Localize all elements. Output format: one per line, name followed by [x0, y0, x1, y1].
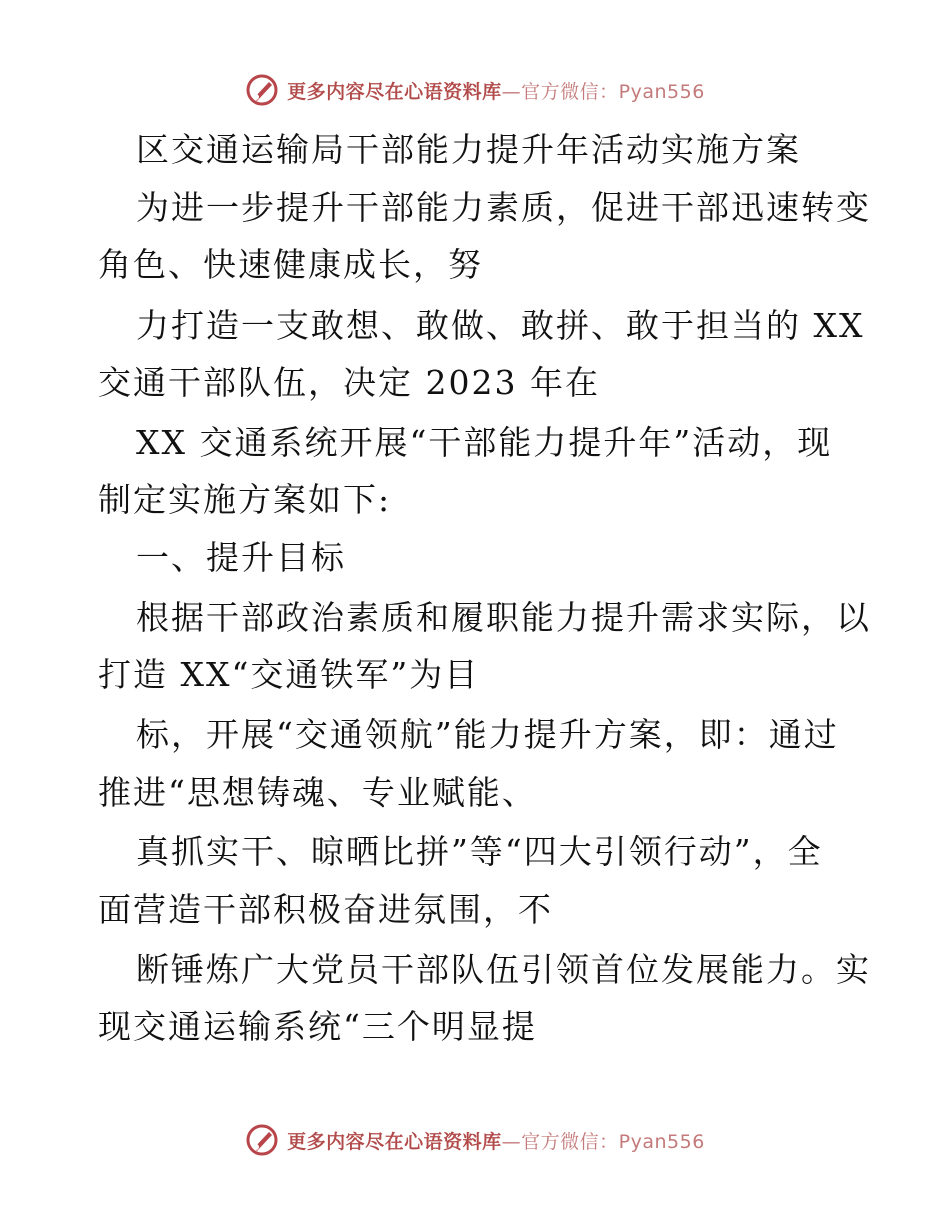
- paragraph-line: 真抓实干、晾晒比拼”等“四大引领行动”，全: [136, 832, 823, 871]
- paragraph-line: 制定实施方案如下:: [98, 480, 392, 519]
- paragraph-line: XX 交通系统开展“干部能力提升年”活动，现: [136, 423, 833, 462]
- paragraph-line: 现交通运输系统“三个明显提: [98, 1007, 537, 1046]
- watermark-text: [287, 77, 705, 104]
- document-title: 区交通运输局干部能力提升年活动实施方案: [136, 130, 801, 169]
- quill-logo-icon: [245, 73, 279, 107]
- paragraph-line: 根据干部政治素质和履职能力提升需求实际，以: [136, 598, 871, 637]
- watermark-contact-text: 官方微信：Pyan556: [521, 80, 705, 103]
- watermark-contact-text: 官方微信：Pyan556: [521, 1130, 705, 1153]
- watermark-site-text: 更多内容尽在心语资料库: [287, 1130, 502, 1153]
- paragraph-line: 角色、快速健康成长，努: [98, 245, 483, 284]
- paragraph-line: 断锤炼广大党员干部队伍引领首位发展能力。实: [136, 950, 871, 989]
- watermark-text: [287, 1127, 705, 1154]
- paragraph-line: 面营造干部积极奋进氛围，不: [98, 890, 553, 929]
- watermark-dash: —: [501, 80, 522, 103]
- section-heading: 一、提升目标: [136, 538, 346, 577]
- paragraph-line: 力打造一支敢想、敢做、敢拼、敢于担当的 XX: [136, 306, 865, 345]
- watermark-dash: —: [501, 1130, 522, 1153]
- watermark-banner-bottom: [0, 1120, 950, 1160]
- paragraph-line: 为进一步提升干部能力素质，促进干部迅速转变: [136, 188, 871, 227]
- paragraph-line: 打造 XX“交通铁军”为目: [98, 655, 480, 694]
- paragraph-line: 交通干部队伍，决定 2023 年在: [98, 363, 600, 402]
- quill-logo-icon: [245, 1123, 279, 1157]
- paragraph-line: 标，开展“交通领航”能力提升方案，即：通过: [136, 715, 839, 754]
- watermark-site-text: 更多内容尽在心语资料库: [287, 80, 502, 103]
- watermark-banner-top: [0, 70, 950, 110]
- paragraph-line: 推进“思想铸魂、专业赋能、: [98, 773, 537, 812]
